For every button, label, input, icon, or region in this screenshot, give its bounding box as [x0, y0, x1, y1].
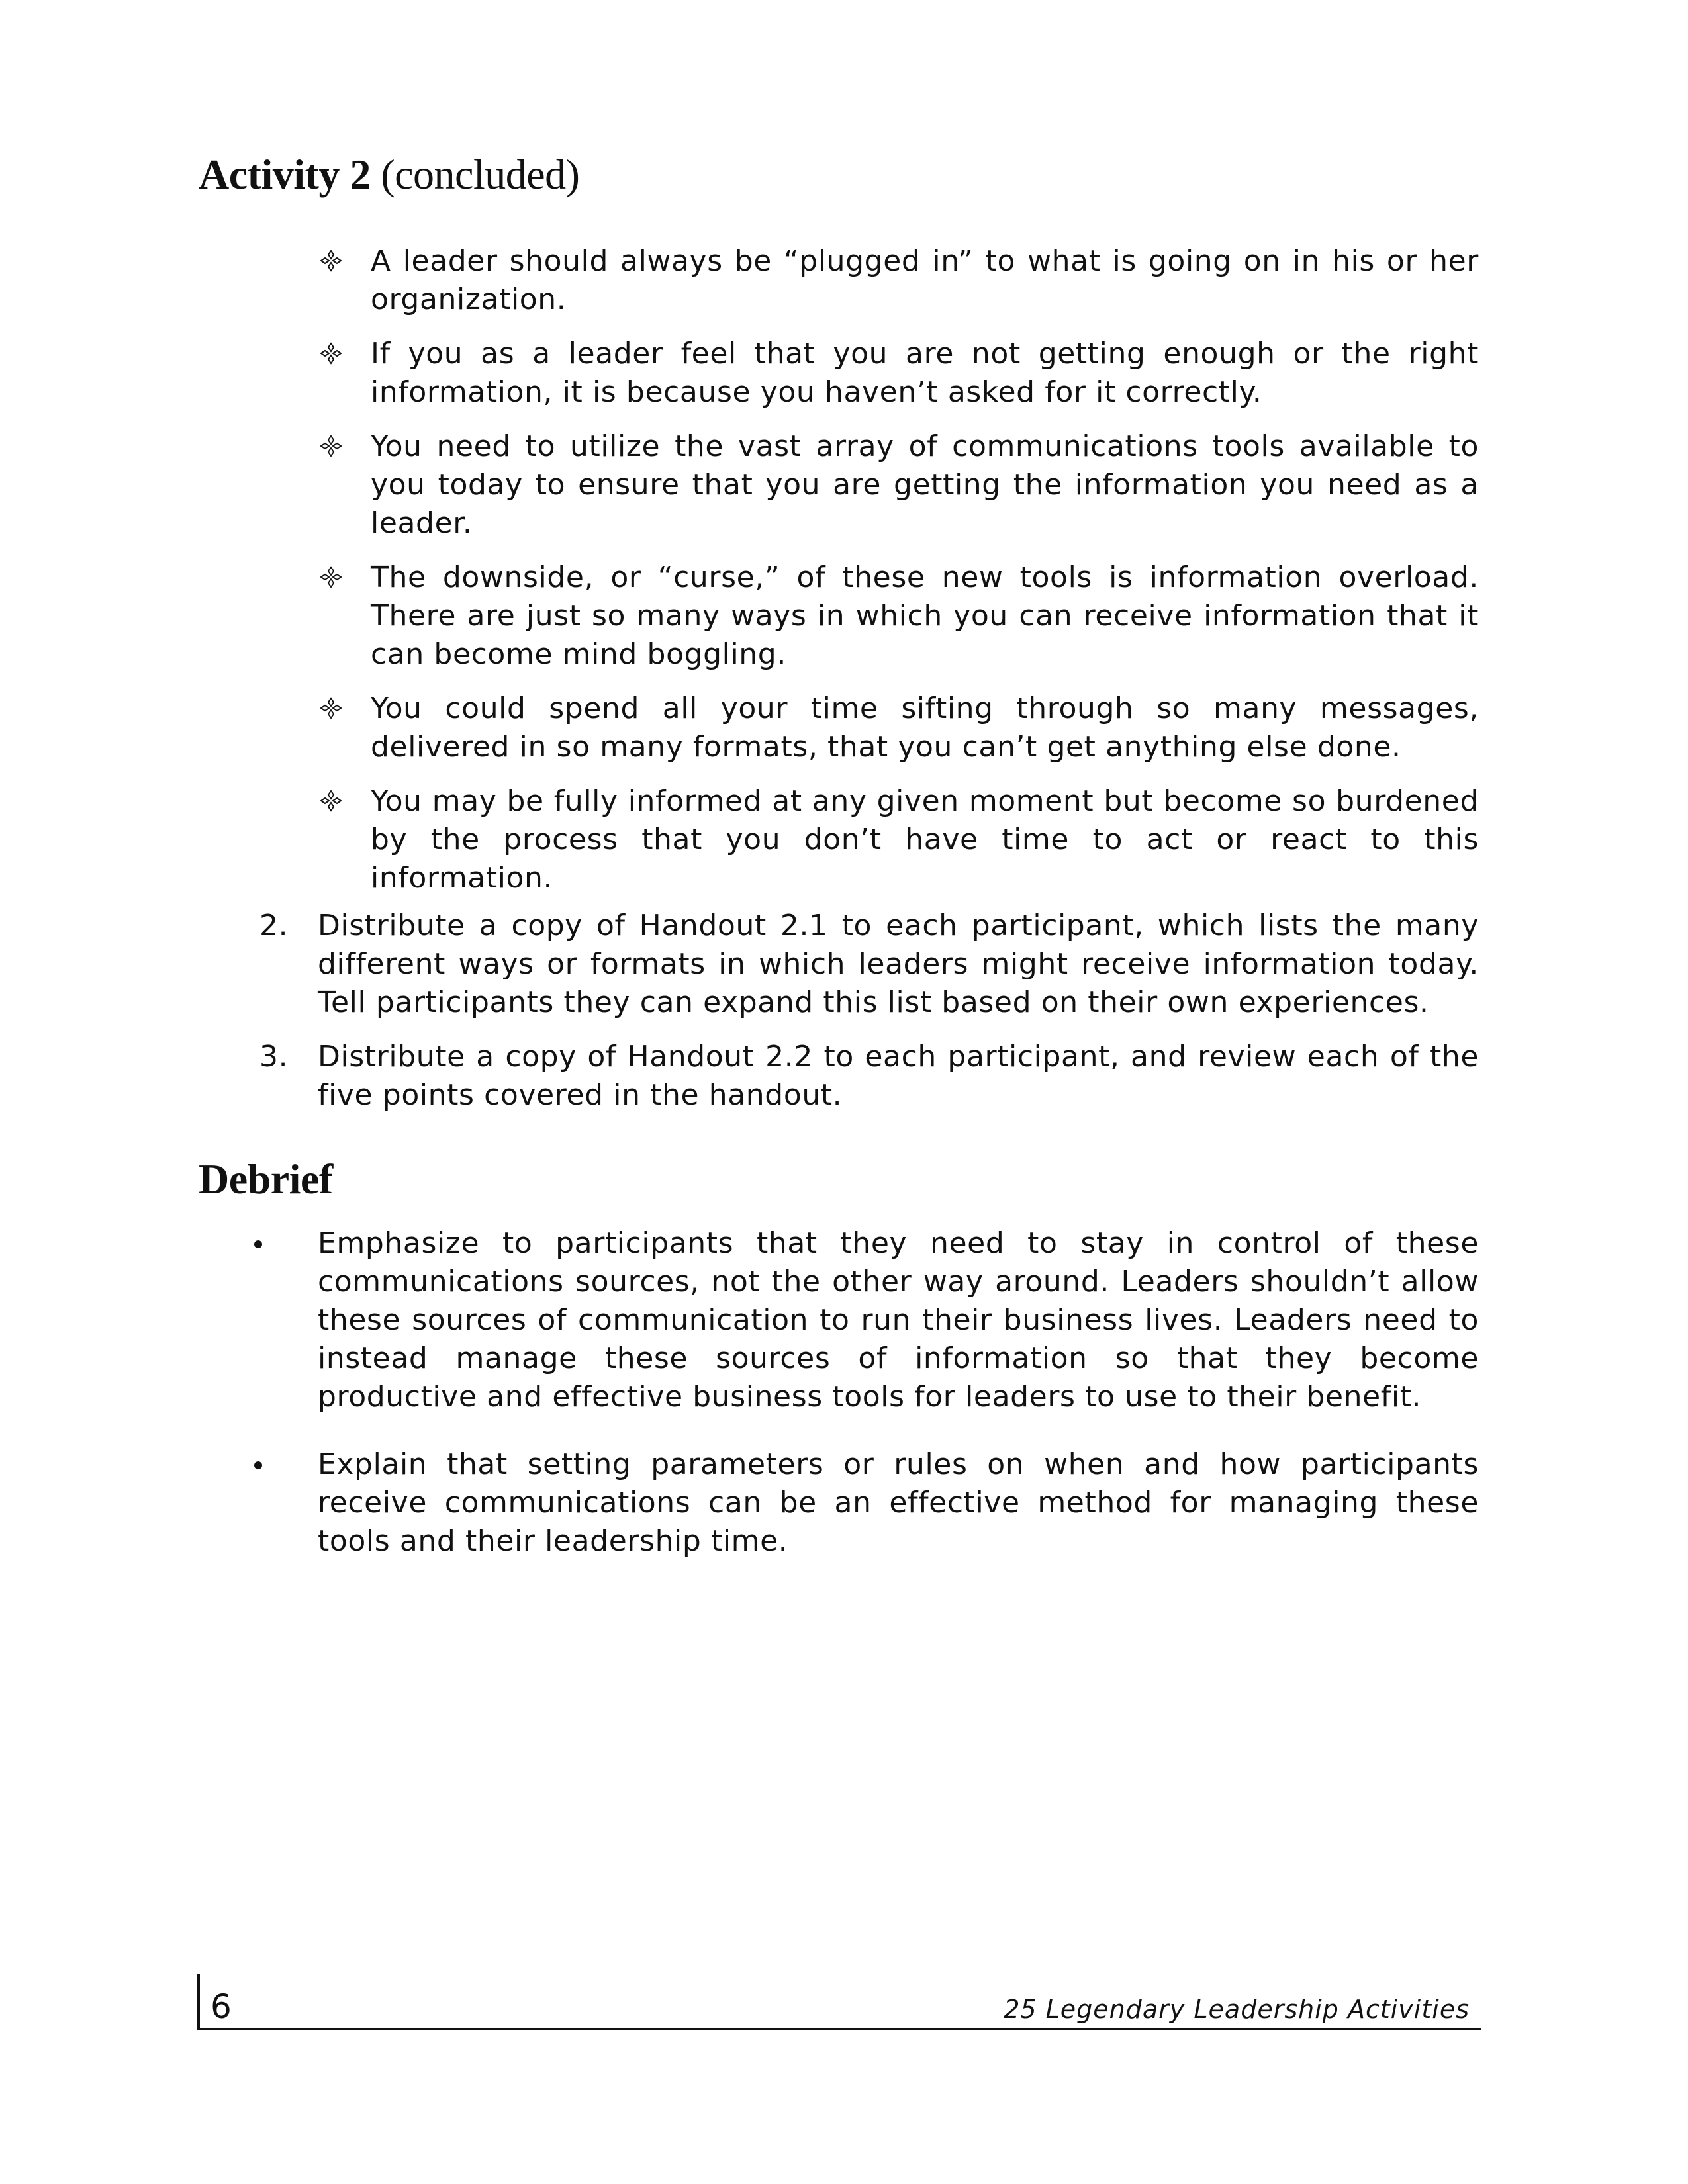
activity-heading-suffix: (concluded) — [370, 151, 580, 198]
list-item — [259, 907, 1479, 1022]
activity-heading-bold: Activity 2 — [199, 151, 371, 198]
list-item-text: You need to utilize the vast array of communications tools available to you today to ensure that you are getting the information you need as a leader. — [371, 430, 1479, 540]
list-item-text: If you as a leader feel that you are not getting enough or the right information, it is because you haven’t asked for it correctly. — [371, 337, 1479, 409]
debrief-list — [254, 1224, 1479, 1590]
activity-heading — [199, 151, 580, 198]
step-number: 2. — [259, 909, 289, 942]
list-item — [254, 1224, 1479, 1416]
list-item — [319, 782, 1479, 897]
step-text: Distribute a copy of Handout 2.1 to each participant, which lists the many different ways or formats in which leaders might receive information today. Tell participants they can expand this list based on their own experiences. — [318, 909, 1479, 1019]
list-item-text: You may be fully informed at any given moment but become so burdened by the process that you don’t have time to act or react to this information. — [371, 784, 1479, 895]
four-diamond-bullet-icon — [319, 341, 343, 365]
list-item — [254, 1445, 1479, 1561]
list-item-text: The downside, or “curse,” of these new tools is information overload. There are just so many ways in which you can receive information that it can become mind boggling. — [371, 561, 1479, 671]
four-diamond-bullet-icon — [319, 434, 343, 458]
footer-vertical-rule — [197, 1974, 200, 2030]
dot-bullet-icon — [254, 1461, 262, 1469]
list-item-text: A leader should always be “plugged in” to what is going on in his or her organization. — [371, 244, 1479, 316]
debrief-heading: Debrief — [199, 1156, 333, 1203]
footer-horizontal-rule — [197, 2028, 1481, 2030]
four-diamond-bullet-icon — [319, 565, 343, 589]
list-item — [319, 242, 1479, 319]
book-title: 25 Legendary Leadership Activities — [1004, 1995, 1470, 2024]
list-item — [319, 335, 1479, 412]
list-item — [259, 1038, 1479, 1115]
four-diamond-bullet-icon — [319, 249, 343, 273]
page-number: 6 — [211, 1987, 232, 2026]
four-diamond-bullet-icon — [319, 696, 343, 720]
talking-points-list — [319, 242, 1479, 913]
list-item-text: Emphasize to participants that they need to stay in control of these communications sources, not the other way around. Leaders shouldn’t allow these sources of communication to run their business lives. Leaders need to instead manage these sources of information so that they become productive and effective business tools for leaders to use to their benefit. — [318, 1226, 1479, 1414]
numbered-steps-list — [259, 907, 1479, 1130]
list-item — [319, 690, 1479, 766]
list-item-text: Explain that setting parameters or rules on when and how participants receive communications can be an effective method for managing these tools and their leadership time. — [318, 1447, 1479, 1558]
dot-bullet-icon — [254, 1240, 262, 1248]
four-diamond-bullet-icon — [319, 789, 343, 813]
step-text: Distribute a copy of Handout 2.2 to each participant, and review each of the five points covered in the handout. — [318, 1040, 1479, 1112]
list-item — [319, 559, 1479, 674]
step-number: 3. — [259, 1040, 289, 1073]
list-item-text: You could spend all your time sifting through so many messages, delivered in so many formats, that you can’t get anything else done. — [371, 692, 1479, 764]
list-item — [319, 428, 1479, 543]
